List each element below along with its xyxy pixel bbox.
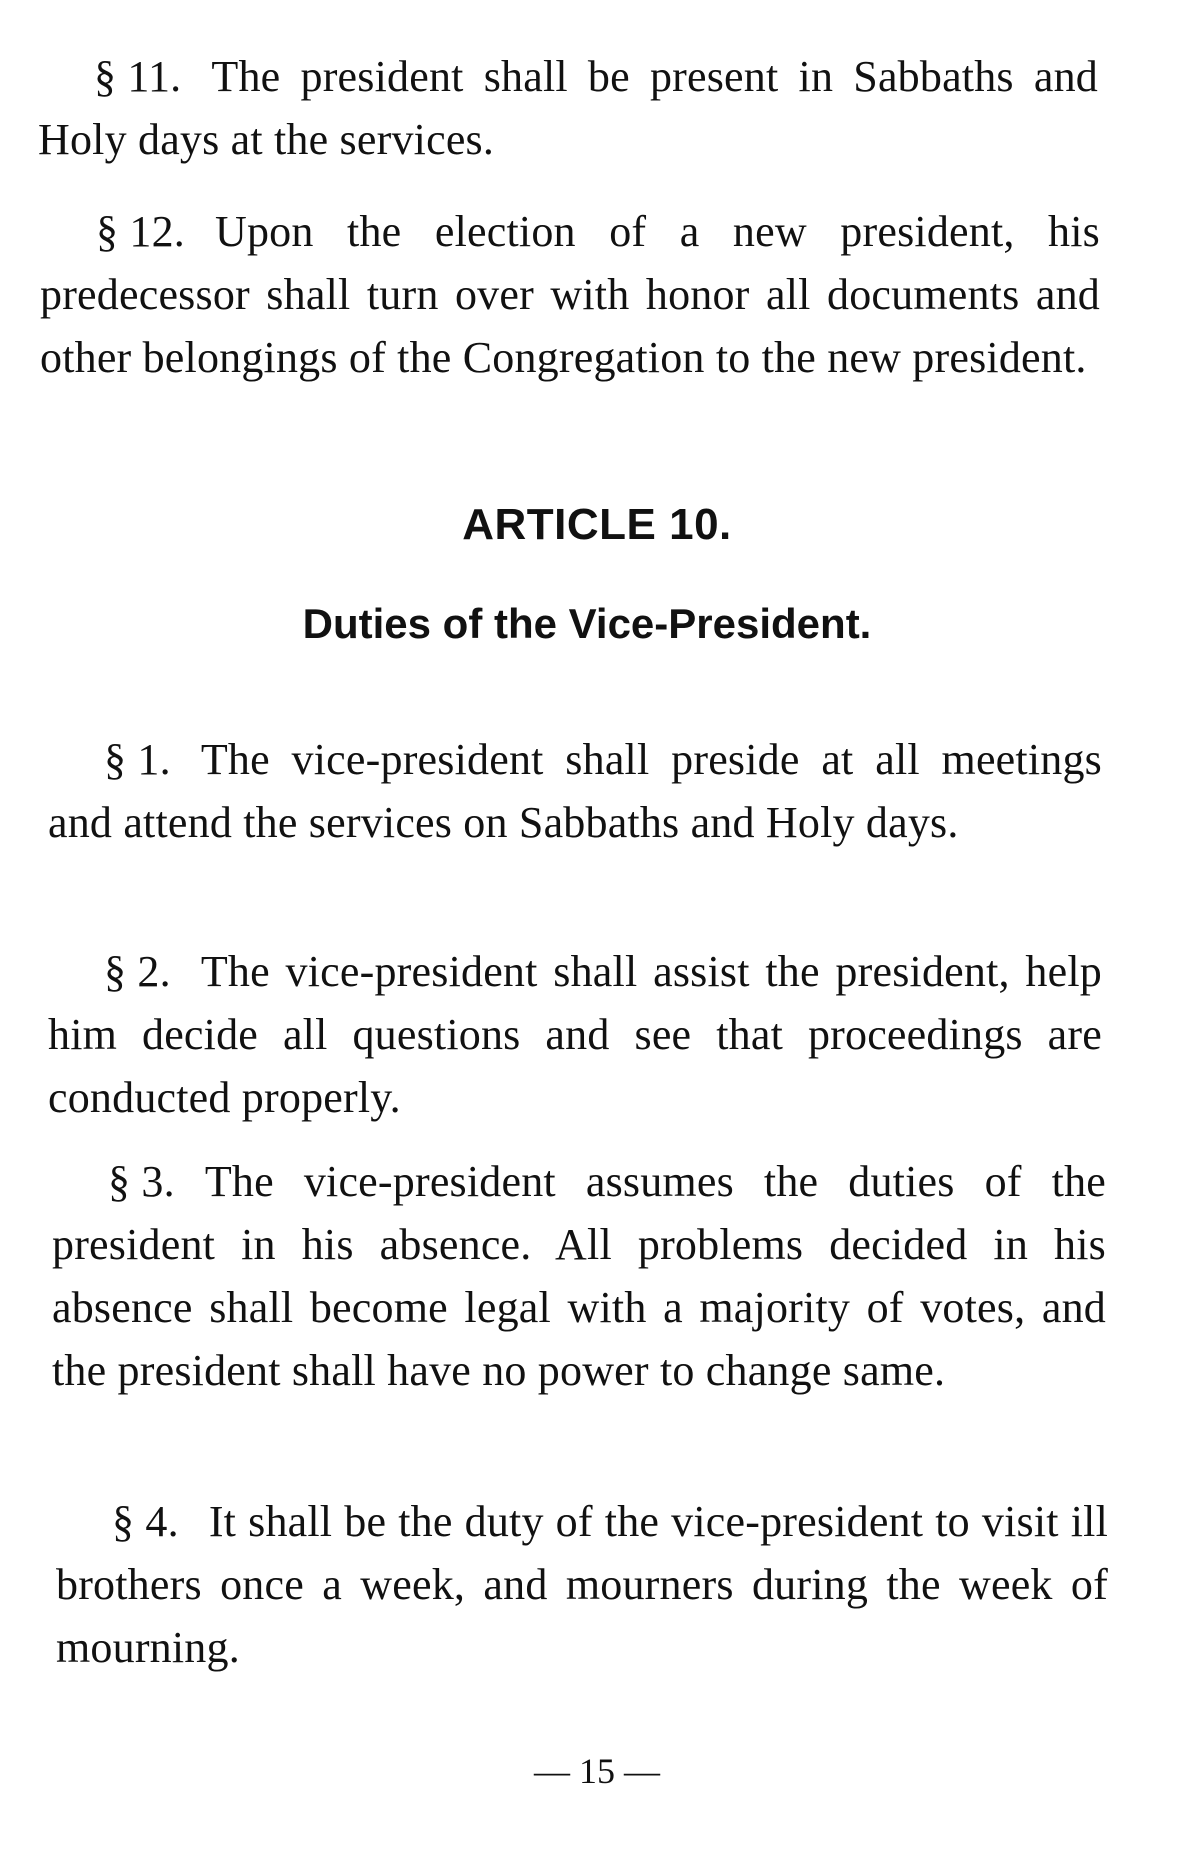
paragraph-text: The president shall be present in Sabbaths and Holy days at the services. — [38, 52, 1098, 164]
article-heading: ARTICLE 10. — [462, 500, 732, 549]
paragraph-text: The vice-president shall preside at all meetings and attend the services on Sabbaths and Holy days. — [48, 735, 1102, 847]
paragraph-section-12 — [40, 200, 1100, 389]
section-mark: § 4. — [112, 1497, 179, 1546]
paragraph-section-2 — [48, 940, 1102, 1129]
section-mark: § 11. — [94, 52, 182, 101]
paragraph-text: The vice-president assumes the duties of the president in his absence. All problems decided in his absence shall become legal with a majority of votes, and the president shall have no power to change same. — [52, 1157, 1106, 1395]
paragraph-text: It shall be the duty of the vice-president to visit ill brothers once a week, and mourners during the week of mourning. — [56, 1497, 1108, 1672]
paragraph-text: The vice-president shall assist the president, help him decide all questions and see that proceedings are conducted properly. — [48, 947, 1102, 1122]
paragraph-section-3 — [52, 1150, 1106, 1402]
section-title: Duties of the Vice-President. — [302, 600, 872, 647]
section-mark: § 1. — [104, 735, 171, 784]
paragraph-section-4 — [56, 1490, 1108, 1679]
paragraph-section-11 — [38, 45, 1098, 171]
section-mark: § 3. — [108, 1157, 175, 1206]
section-mark: § 12. — [96, 207, 185, 256]
paragraph-text: Upon the election of a new president, his predecessor shall turn over with honor all documents and other belongings of the Congregation to the new president. — [40, 207, 1100, 382]
paragraph-section-1 — [48, 728, 1102, 854]
page-number: — 15 — — [534, 1751, 660, 1791]
section-mark: § 2. — [104, 947, 171, 996]
